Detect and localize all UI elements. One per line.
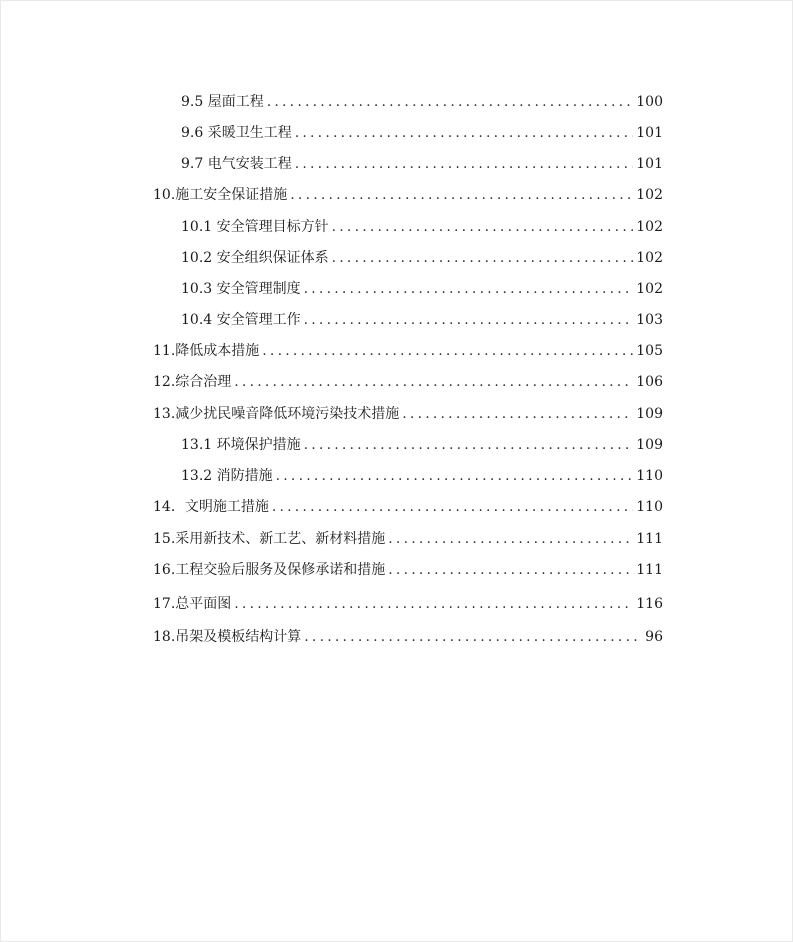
toc-dot-leader xyxy=(388,562,633,578)
toc-entry[interactable] xyxy=(1,278,663,300)
toc-dot-leader xyxy=(267,94,634,110)
toc-entry[interactable] xyxy=(1,153,663,175)
toc-dot-leader xyxy=(262,343,633,359)
toc-dot-leader xyxy=(304,312,634,328)
toc-entry-title: 17.总平面图 xyxy=(153,596,232,612)
toc-dot-leader xyxy=(234,374,633,390)
toc-entry-title: 9.7 电气安装工程 xyxy=(181,156,292,172)
toc-entry-title: 14．文明施工措施 xyxy=(153,499,269,515)
toc-entry-title: 13.1 环境保护措施 xyxy=(181,437,301,453)
toc-entry-title: 10.2 安全组织保证体系 xyxy=(181,250,329,266)
toc-entry-title: 15.采用新技术、新工艺、新材料措施 xyxy=(153,531,386,547)
toc-dot-leader xyxy=(295,156,634,172)
toc-entry-page: 110 xyxy=(636,499,663,515)
toc-entry-title: 10.1 安全管理目标方针 xyxy=(181,219,329,235)
toc-entry-page: 103 xyxy=(636,312,663,328)
toc-entry-page: 102 xyxy=(636,250,663,266)
toc-entry-title: 13.2 消防措施 xyxy=(181,468,273,484)
toc-entry-page: 101 xyxy=(636,125,663,141)
toc-entry[interactable] xyxy=(1,91,663,113)
toc-entry[interactable] xyxy=(1,465,663,487)
toc-entry[interactable] xyxy=(1,403,663,425)
toc-entry[interactable] xyxy=(1,340,663,362)
toc-entry-title: 10.施工安全保证措施 xyxy=(153,187,288,203)
document-page xyxy=(1,1,792,941)
toc-entry[interactable] xyxy=(1,496,663,518)
toc-dot-leader xyxy=(304,629,642,645)
toc-entry-page: 111 xyxy=(636,531,663,547)
toc-entry-title: 9.5 屋面工程 xyxy=(181,94,264,110)
toc-entry-title: 12.综合治理 xyxy=(153,374,232,390)
toc-entry-page: 102 xyxy=(636,187,663,203)
toc-entry-page: 101 xyxy=(636,156,663,172)
toc-entry-title: 16.工程交验后服务及保修承诺和措施 xyxy=(153,562,386,578)
toc-dot-leader xyxy=(295,125,634,141)
toc-dot-leader xyxy=(304,281,634,297)
toc-entry-page: 109 xyxy=(636,437,663,453)
toc-entry[interactable] xyxy=(1,184,663,206)
toc-entry[interactable] xyxy=(1,371,663,393)
toc-entry-page: 102 xyxy=(636,219,663,235)
toc-entry[interactable] xyxy=(1,559,663,581)
toc-dot-leader xyxy=(276,468,634,484)
toc-dot-leader xyxy=(290,187,633,203)
toc-entry-title: 18.吊架及模板结构计算 xyxy=(153,629,302,645)
toc-dot-leader xyxy=(332,219,634,235)
toc-entry-title: 11.降低成本措施 xyxy=(153,343,260,359)
toc-entry[interactable] xyxy=(1,216,663,238)
toc-entry[interactable] xyxy=(1,434,663,456)
toc-dot-leader xyxy=(332,250,634,266)
toc-entry[interactable] xyxy=(1,122,663,144)
toc-entry-title: 13.减少扰民噪音降低环境污染技术措施 xyxy=(153,406,400,422)
toc-entry-page: 110 xyxy=(636,468,663,484)
toc-dot-leader xyxy=(388,531,633,547)
toc-entry-page: 111 xyxy=(636,562,663,578)
toc-entry-page: 100 xyxy=(636,94,663,110)
toc-entry-page: 105 xyxy=(636,343,663,359)
toc-entry-page: 116 xyxy=(636,596,663,612)
toc-dot-leader xyxy=(402,406,633,422)
toc-entry-title: 10.3 安全管理制度 xyxy=(181,281,301,297)
toc-dot-leader xyxy=(304,437,634,453)
toc-dot-leader xyxy=(272,499,633,515)
toc-entry[interactable] xyxy=(1,528,663,550)
toc-entry-page: 102 xyxy=(636,281,663,297)
toc-entry-page: 96 xyxy=(645,629,663,645)
toc-entry-title: 10.4 安全管理工作 xyxy=(181,312,301,328)
toc-entry[interactable] xyxy=(1,626,663,648)
toc-entry[interactable] xyxy=(1,593,663,615)
toc-entry-title: 9.6 采暖卫生工程 xyxy=(181,125,292,141)
toc-entry[interactable] xyxy=(1,309,663,331)
toc-entry-page: 106 xyxy=(636,374,663,390)
toc-entry[interactable] xyxy=(1,247,663,269)
toc-entry-page: 109 xyxy=(636,406,663,422)
toc-dot-leader xyxy=(234,596,633,612)
